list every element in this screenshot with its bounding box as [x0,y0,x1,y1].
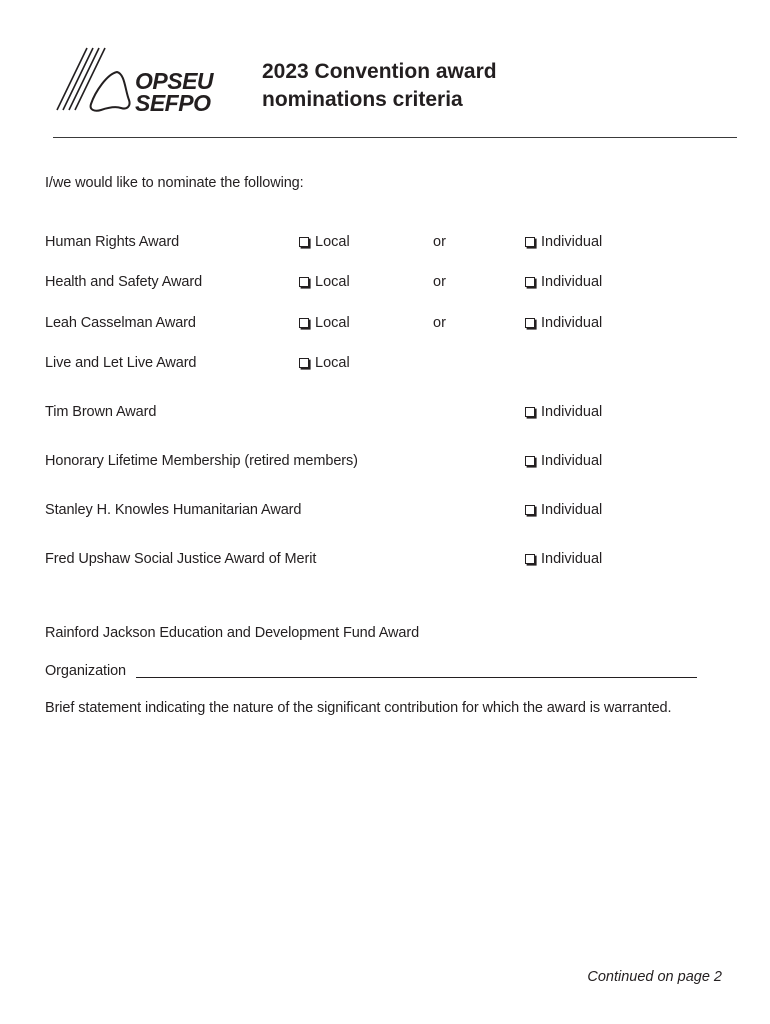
checkbox-icon [299,237,309,247]
award-row [0,550,770,570]
individual-checkbox[interactable] [525,273,602,291]
award-name: Honorary Lifetime Membership (retired members) [45,453,358,469]
organization-field[interactable] [136,677,697,678]
opseu-sefpo-logo [55,44,225,116]
checkbox-icon [525,318,535,328]
award-name: Human Rights Award [45,234,180,250]
local-label: Local [315,234,350,250]
award-name: Live and Let Live Award [45,355,197,371]
individual-checkbox[interactable] [525,314,602,332]
individual-label: Individual [541,551,603,567]
individual-label: Individual [541,274,603,290]
award-row [0,314,770,334]
checkbox-icon [525,554,535,564]
or-label: or [433,315,446,331]
individual-label: Individual [541,453,603,469]
page-title [262,58,497,114]
continued-note: Continued on page 2 [587,969,722,985]
individual-label: Individual [541,234,603,250]
logo-trillium-icon [91,72,130,111]
individual-label: Individual [541,502,603,518]
local-label: Local [315,355,350,371]
or-label: or [433,234,446,250]
award-row [0,233,770,253]
local-checkbox[interactable] [299,233,350,251]
local-label: Local [315,315,350,331]
individual-checkbox[interactable] [525,550,602,568]
local-checkbox[interactable] [299,314,350,332]
organization-label: Organization [45,663,127,679]
individual-label: Individual [541,315,603,331]
checkbox-icon [525,505,535,515]
logo-stripes-icon [57,48,105,110]
local-label: Local [315,274,350,290]
local-checkbox[interactable] [299,273,350,291]
page-title-line-1: 2023 Convention award [262,60,497,83]
rainford-jackson-award: Rainford Jackson Education and Development Fund Award [45,625,420,641]
award-name: Fred Upshaw Social Justice Award of Merit [45,551,317,567]
award-name: Health and Safety Award [45,274,203,290]
individual-label: Individual [541,404,603,420]
award-row [0,501,770,521]
checkbox-icon [299,277,309,287]
checkbox-icon [525,237,535,247]
checkbox-icon [299,358,309,368]
award-row [0,273,770,293]
award-row [0,354,770,374]
award-row [0,403,770,423]
or-label: or [433,274,446,290]
checkbox-icon [525,407,535,417]
individual-checkbox[interactable] [525,452,602,470]
checkbox-icon [525,456,535,466]
logo-line-1: OPSEU [135,68,214,94]
checkbox-icon [525,277,535,287]
award-name: Tim Brown Award [45,404,157,420]
award-name: Leah Casselman Award [45,315,196,331]
award-name: Stanley H. Knowles Humanitarian Award [45,502,302,518]
individual-checkbox[interactable] [525,403,602,421]
checkbox-icon [299,318,309,328]
local-checkbox[interactable] [299,354,350,372]
award-row [0,452,770,472]
individual-checkbox[interactable] [525,233,602,251]
page-title-line-2: nominations criteria [262,88,463,111]
brief-statement-label: Brief statement indicating the nature of the significant contribution for which the award is warranted. [45,700,672,716]
logo-line-2: SEFPO [135,90,211,116]
individual-checkbox[interactable] [525,501,602,519]
intro-text: I/we would like to nominate the following: [45,175,304,191]
header-divider [53,137,737,138]
